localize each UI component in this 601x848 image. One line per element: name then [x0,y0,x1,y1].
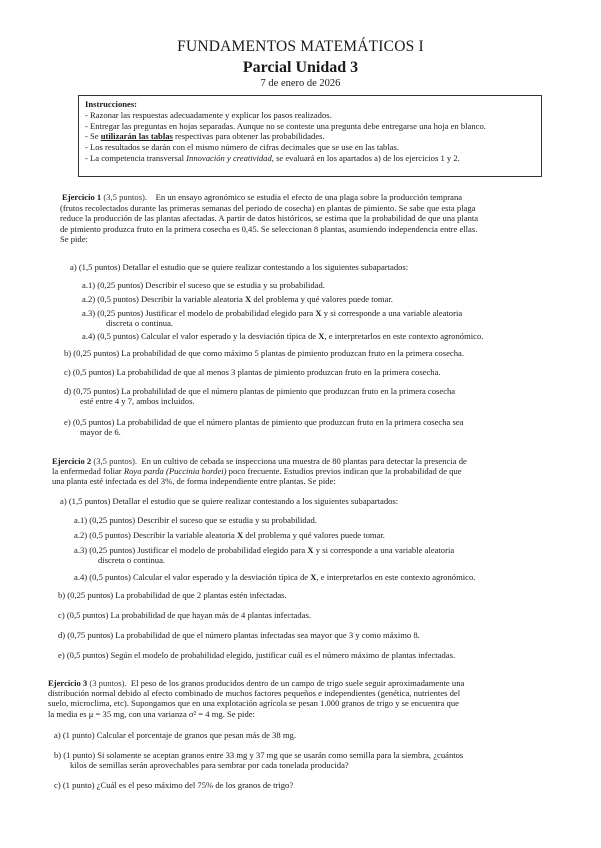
variable-x: X [244,294,252,304]
exam-title: Parcial Unidad 3 [242,59,359,76]
ex1-intro-line: reduce la producción de las plantas afectadas. A partir de datos históricos, se estima que la probabilidad de que una planta [60,213,479,223]
exam-date: 7 de enero de 2026 [260,78,341,89]
ex2-a2-text: del problema y qué valores puede tomar. [243,530,385,540]
ex2-a3-line2: discreta o continua. [98,555,166,565]
ex1-b: b) (0,25 puntos) La probabilidad de que como máximo 5 plantas de pimiento produzcan fruto en la primera cosecha. [64,348,464,358]
ex2-intro-text: En un cultivo de cebada se inspecciona una muestra de 80 plantas para detectar la presencia de [141,456,467,466]
ex3-c: c) (1 punto) ¿Cuál es el peso máximo del 75% de los granos de trigo? [54,780,294,790]
instruction-text: - Se [85,131,101,142]
ex2-b: b) (0,25 puntos) La probabilidad de que 2 plantas estén infectadas. [58,590,287,600]
ex3-label: Ejercicio 3 [48,678,88,688]
exercise-1 [62,192,562,245]
ex1-a3-text: a.3) (0,25 puntos) Justificar el modelo de probabilidad elegido para [82,308,316,318]
course-title: FUNDAMENTOS MATEMÁTICOS I [177,38,424,55]
ex2-a3 [74,545,454,556]
ex1-intro-line: (frutos recolectados durante las primeras semanas del periodo de cosecha) en plantas de pimiento. Se sabe que esta plaga [60,202,476,213]
ex2-intro-text: la enfermedad foliar [52,466,124,476]
ex1-a4-text: a.4) (0,5 puntos) Calcular el valor esperado y la desviación típica de [82,331,319,341]
ex1-intro-line [62,192,562,203]
ex2-a4-text: , e interpretarlos en este contexto agronómico. [316,572,476,582]
ex3-b-line2: kilos de semillas serán aprovechables para sembrar por cada tonelada producida? [70,760,349,770]
ex1-intro-line: Se pide: [60,234,88,244]
ex3-a: a) (1 punto) Calcular el porcentaje de granos que pesan más de 38 mg. [54,730,296,740]
exam-header [0,38,601,90]
ex1-a2-text: del problema y qué valores puede tomar. [251,294,393,304]
ex1-a3 [82,308,462,319]
instruction-item [85,153,535,164]
instruction-item: - Entregar las preguntas en hojas separadas. Aunque no se conteste una pregunta debe entregarse una hoja en blanco. [85,120,486,131]
instruction-text: - La competencia transversal [85,152,187,163]
ex3-intro-line [48,678,464,689]
ex2-label: Ejercicio 2 [52,456,92,466]
ex2-a2-text: a.2) (0,5 puntos) Describir la variable aleatoria [74,530,237,540]
ex2-a1: a.1) (0,25 puntos) Describir el suceso que se estudia y su probabilidad. [74,515,317,525]
instruction-item: - Los resultados se darán con el mismo número de cifras decimales que se use en las tablas. [85,142,400,153]
ex3-intro-text: El peso de los granos producidos dentro de un campo de trigo suele seguir aproximadamente una [130,678,465,688]
ex1-label: Ejercicio 1 [62,192,102,202]
ex1-c: c) (0,5 puntos) La probabilidad de que al menos 3 plantas de pimiento produzcan fruto en la primera cosecha. [64,367,441,377]
ex2-intro-line [52,456,467,467]
instruction-text: respectivas para obtener las probabilidades. [172,131,325,142]
ex2-species-name: Roya parda (Puccinia hordei) [123,466,227,476]
ex2-a4 [74,572,475,583]
ex2-a3-text: a.3) (0,25 puntos) Justificar el modelo de probabilidad elegido para [74,545,308,555]
instruction-emphasis: utilizarán las tablas [100,131,173,142]
instructions-box [78,95,542,177]
ex2-e: e) (0,5 puntos) Según el modelo de probabilidad elegido, justificar cuál es el número máximo de plantas infectadas. [58,650,456,660]
variable-x: X [315,308,322,318]
ex1-a: a) (1,5 puntos) Detallar el estudio que se quiere realizar contestando a los siguientes subapartados: [70,262,409,272]
instructions-title: Instrucciones: [85,99,138,109]
ex2-d: d) (0,75 puntos) La probabilidad de que el número plantas infectadas sea mayor que 3 y como máximo 8. [58,630,420,640]
ex3-intro-line: distribución normal debido al efecto combinado de muchos factores pequeños e independientes (genética, nutrientes del [48,688,461,698]
ex1-a1: a.1) (0,25 puntos) Describir el suceso que se estudia y su probabilidad. [82,280,325,290]
ex1-points: (3,5 puntos). [101,192,148,202]
ex2-intro-text: poco frecuente. Estudios previos indican que la probabilidad de que [226,466,462,476]
ex1-a4-text: , e interpretarlos en este contexto agronómico. [324,331,484,341]
ex3-b: b) (1 punto) Si solamente se aceptan granos entre 33 mg y 37 mg que se usarán como semilla para la siembra, ¿cuántos [54,750,464,760]
ex2-intro-line [52,466,462,477]
ex2-a3-text: y si corresponde a una variable aleatoria [313,545,455,555]
ex1-a2-text: a.2) (0,5 puntos) Describir la variable aleatoria [82,294,245,304]
ex1-a2 [82,294,393,305]
ex2-a2 [74,530,385,541]
ex1-a3-text: y si corresponde a una variable aleatoria [321,308,463,318]
ex1-d-line2: esté entre 4 y 7, ambos incluidos. [80,396,195,406]
instruction-text: , se evaluará en los apartados a) de los ejercicios 1 y 2. [271,152,460,163]
ex1-e: e) (0,5 puntos) La probabilidad de que el número plantas de pimiento que produzcan fruto en la primera cosecha sea [64,417,464,427]
ex1-e-line2: mayor de 6. [80,427,121,437]
ex2-a: a) (1,5 puntos) Detallar el estudio que se quiere realizar contestando a los siguientes subapartados: [60,496,399,506]
variable-x: X [307,545,314,555]
ex2-points: (3,5 puntos). [91,456,138,466]
instruction-item: - Razonar las respuestas adecuadamente y explicar los pasos realizados. [85,109,332,120]
ex3-intro-line: la media es μ = 35 mg, con una varianza σ² = 4 mg. Se pide: [48,709,255,719]
ex2-c: c) (0,5 puntos) La probabilidad de que hayan más de 4 plantas infectadas. [58,610,311,620]
instruction-item [85,131,535,142]
ex1-d: d) (0,75 puntos) La probabilidad de que el número plantas de pimiento que produzcan fruto en la primera cosecha [64,386,456,396]
ex1-a4 [82,331,483,342]
variable-x: X [310,572,317,582]
instruction-emphasis: Innovación y creatividad [186,152,272,163]
variable-x: X [318,331,325,341]
ex3-points: (3 puntos). [87,678,127,688]
ex1-intro-line: de pimiento produzca fruto en la primera cosecha es 0,45. Se seleccionan 8 plantas, asumiendo independencia entre ellas. [60,223,478,234]
variable-x: X [236,530,244,540]
ex1-intro-text: En un ensayo agronómico se estudia el efecto de una plaga sobre la producción temprana [155,192,463,202]
ex3-intro-line: suelo, microclima, etc). Supongamos que en una explotación agrícola se pesan 1.000 granos de trigo y se encuentra que [48,698,459,708]
ex2-intro-line: una planta esté infectada es del 3%, de forma independiente entre plantas. Se pide: [52,476,336,486]
ex2-a4-text: a.4) (0,5 puntos) Calcular el valor esperado y la desviación típica de [74,572,311,582]
ex1-a3-line2: discreta o continua. [106,318,174,328]
